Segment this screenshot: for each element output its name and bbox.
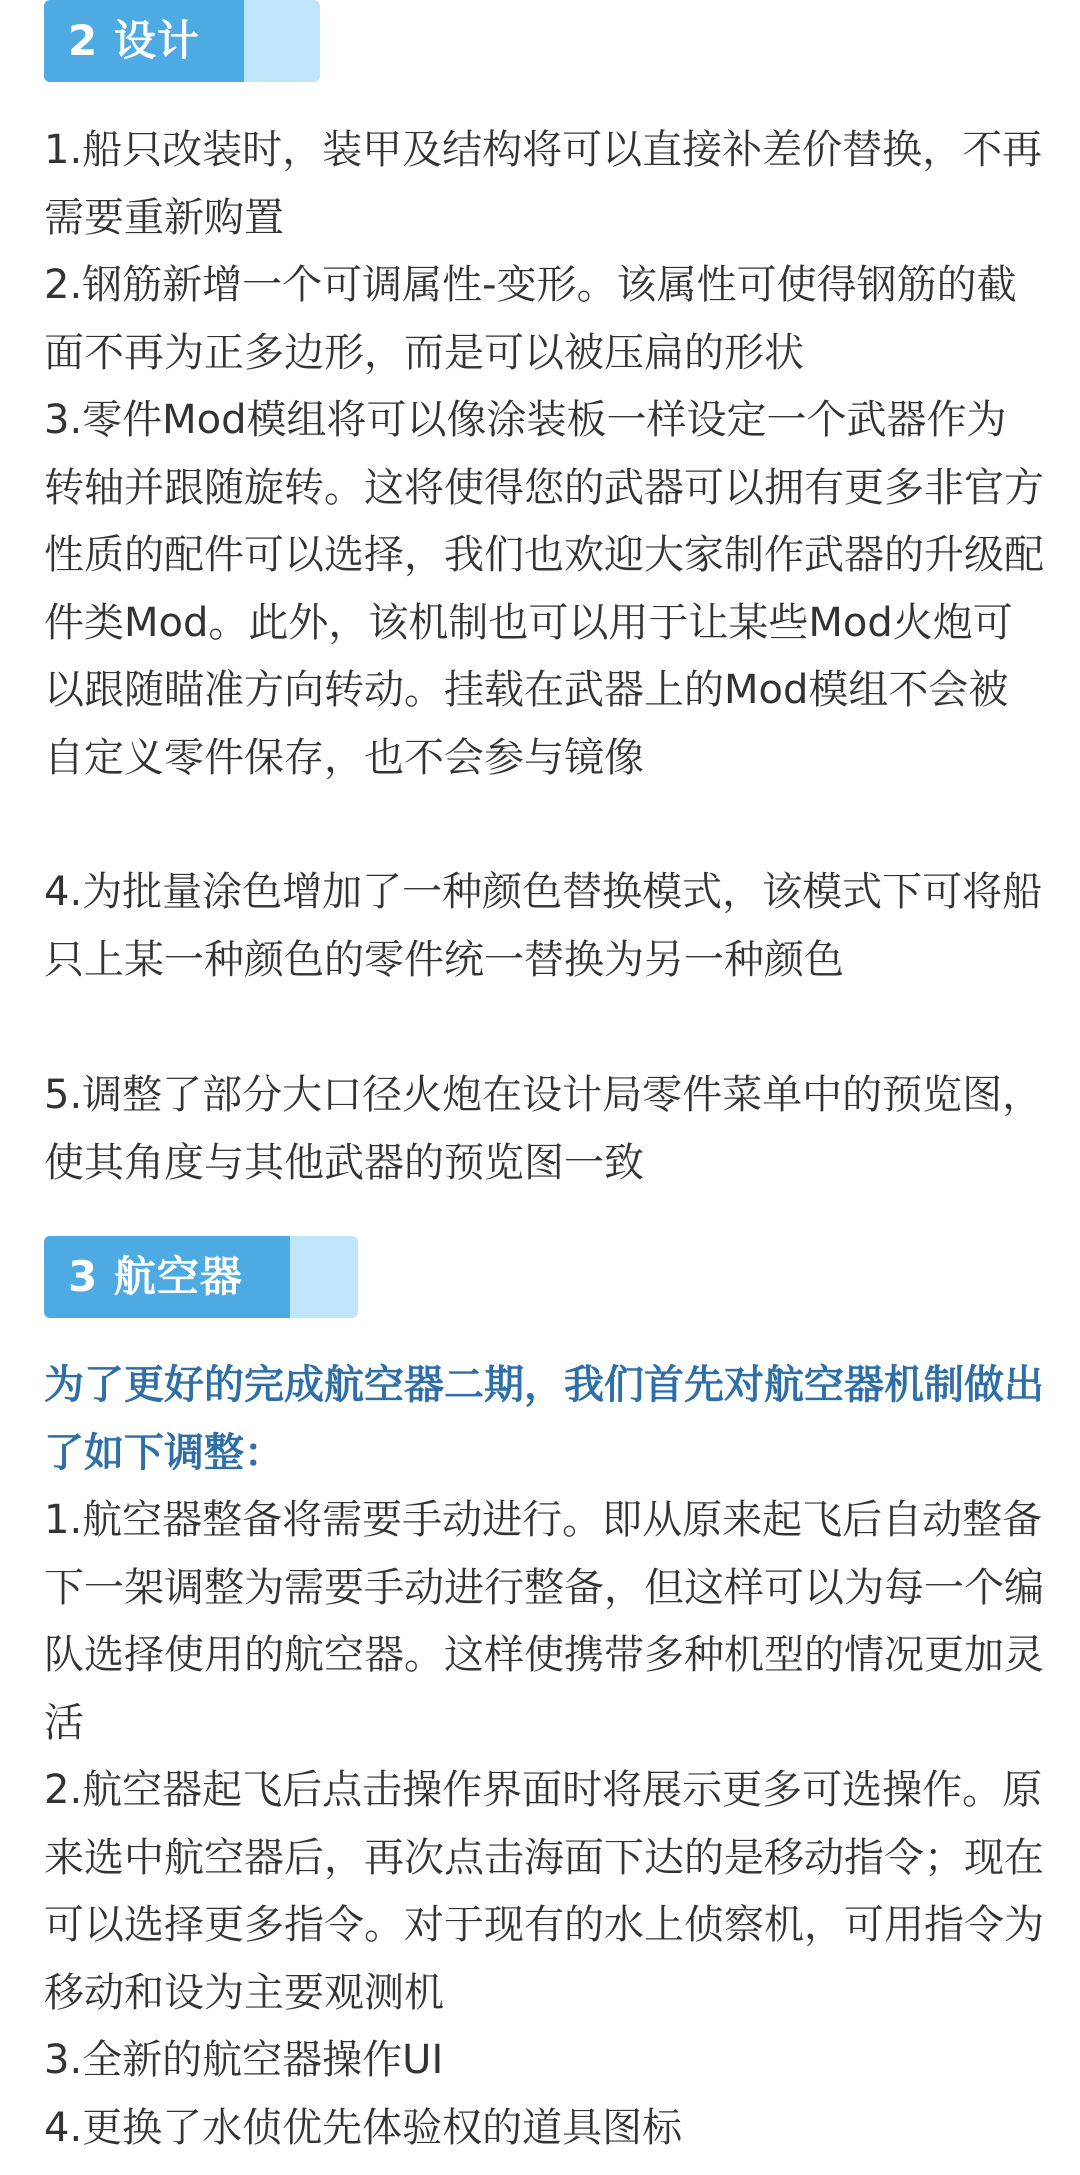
aircraft-lead-text: 为了更好的完成航空器二期，我们首先对航空器机制做出了如下调整： (44, 1362, 1044, 1476)
aircraft-item-4: 4.更换了水侦优先体验权的道具图标 (44, 2105, 683, 2151)
design-item-5: 5.调整了部分大口径火炮在设计局零件菜单中的预览图，使其角度与其他武器的预览图一致 (44, 1072, 1043, 1186)
section-3-title: 3 航空器 (44, 1236, 290, 1318)
aircraft-item-1: 1.航空器整备将需要手动进行。即从原来起飞后自动整备下一架调整为需要手动进行整备，但这样可以为每一个编队选择使用的航空器。这样使携带多种机型的情况更加灵活 (44, 1497, 1044, 1746)
design-item-2: 2.钢筋新增一个可调属性-变形。该属性可使得钢筋的截面不再为正多边形，而是可以被压扁的形状 (44, 262, 1017, 376)
design-item-3: 3.零件Mod模组将可以像涂装板一样设定一个武器作为转轴并跟随旋转。这将使得您的武器可以拥有更多非官方性质的配件可以选择，我们也欢迎大家制作武器的升级配件类Mod。此外，该机制也可以用于让某些Mod火炮可以跟随瞄准方向转动。挂载在武器上的Mod模组不会被自定义零件保存，也不会参与镜像 (44, 397, 1044, 781)
badge-accent (290, 1236, 358, 1318)
badge-accent (244, 0, 320, 82)
section-3-badge (44, 1236, 358, 1318)
aircraft-item-3: 3.全新的航空器操作UI (44, 2037, 444, 2083)
aircraft-item-2: 2.航空器起飞后点击操作界面时将展示更多可选操作。原来选中航空器后，再次点击海面下达的是移动指令；现在可以选择更多指令。对于现有的水上侦察机，可用指令为移动和设为主要观测机 (44, 1767, 1044, 2016)
section-2-title: 2 设计 (44, 0, 244, 82)
section-2-badge (44, 0, 320, 82)
design-item-1: 1.船只改装时，装甲及结构将可以直接补差价替换，不再需要重新购置 (44, 127, 1043, 241)
design-item-4: 4.为批量涂色增加了一种颜色替换模式，该模式下可将船只上某一种颜色的零件统一替换为另一种颜色 (44, 869, 1043, 983)
